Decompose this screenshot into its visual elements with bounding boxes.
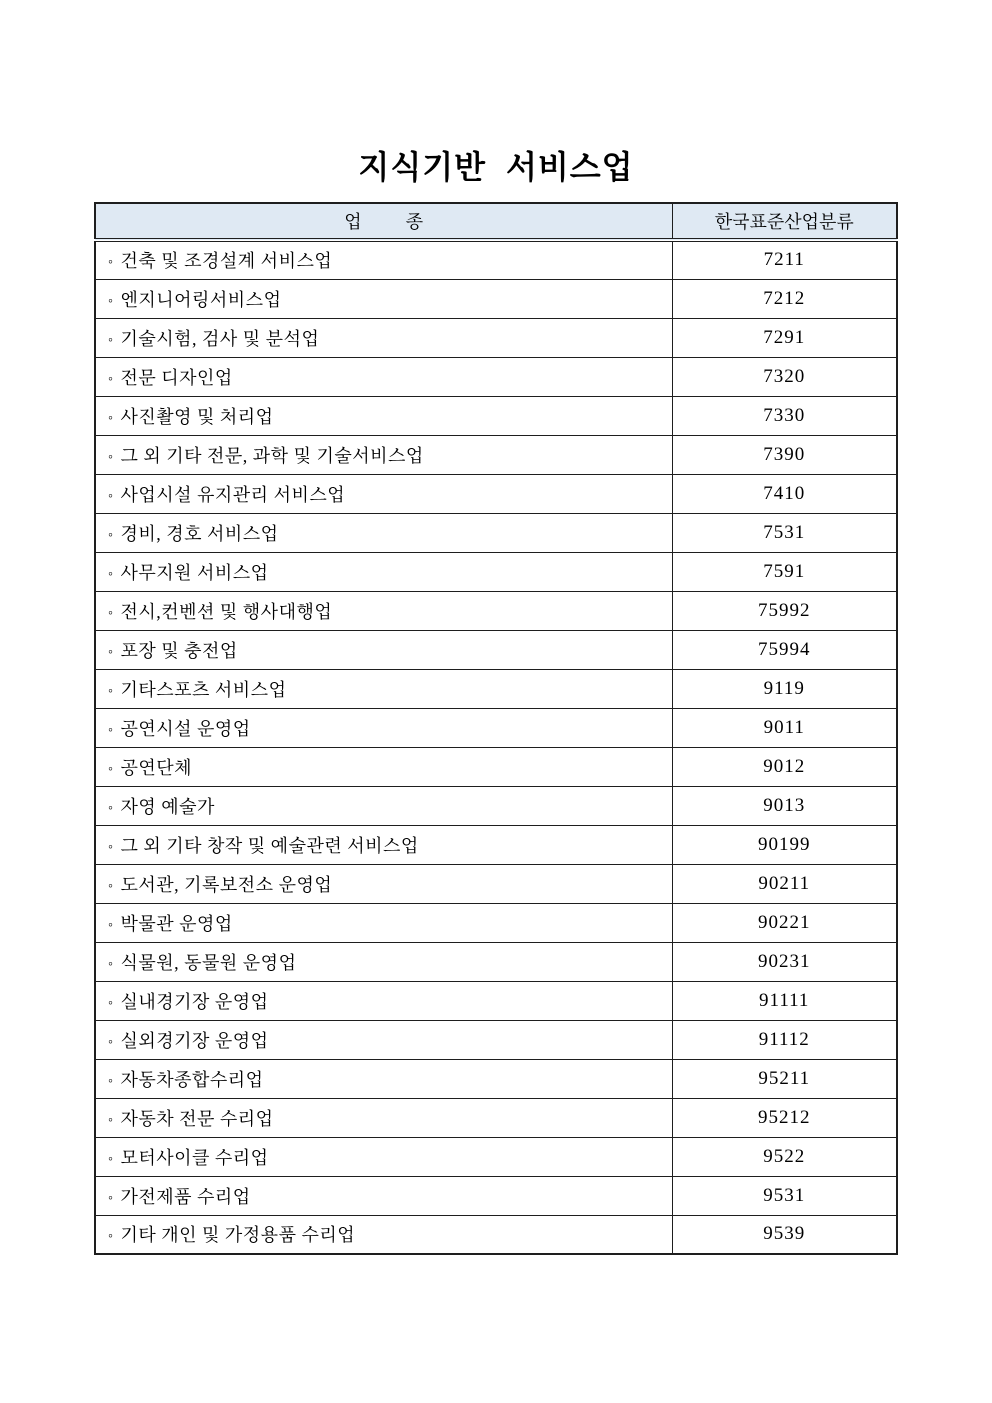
industry-cell xyxy=(95,903,672,942)
bullet-icon: ◦ xyxy=(108,371,114,387)
ksic-code: 9011 xyxy=(672,708,897,747)
ksic-code: 75992 xyxy=(672,591,897,630)
ksic-code: 9539 xyxy=(672,1215,897,1254)
industry-name: 기타스포츠 서비스업 xyxy=(120,679,287,700)
industry-name: 사무지원 서비스업 xyxy=(120,562,269,583)
ksic-code: 7591 xyxy=(672,552,897,591)
industry-name: 박물관 운영업 xyxy=(120,913,233,934)
bullet-icon: ◦ xyxy=(108,410,114,426)
industry-cell xyxy=(95,435,672,474)
bullet-icon: ◦ xyxy=(108,449,114,465)
table-row xyxy=(95,786,897,825)
industry-cell xyxy=(95,942,672,981)
table-row xyxy=(95,630,897,669)
ksic-code: 7390 xyxy=(672,435,897,474)
bullet-icon: ◦ xyxy=(108,293,114,309)
industry-name: 도서관, 기록보전소 운영업 xyxy=(120,874,333,895)
industry-name: 모터사이클 수리업 xyxy=(120,1147,269,1168)
industry-cell xyxy=(95,513,672,552)
industry-column-header: 업 종 xyxy=(95,203,672,240)
industry-name: 엔지니어링서비스업 xyxy=(120,289,282,310)
industry-cell xyxy=(95,552,672,591)
ksic-code: 90211 xyxy=(672,864,897,903)
table-row xyxy=(95,591,897,630)
bullet-icon: ◦ xyxy=(108,1151,114,1167)
bullet-icon: ◦ xyxy=(108,255,114,271)
industry-cell xyxy=(95,591,672,630)
industry-cell xyxy=(95,1176,672,1215)
table-body xyxy=(95,240,897,1254)
table-row xyxy=(95,552,897,591)
industry-name: 실외경기장 운영업 xyxy=(120,1030,269,1051)
ksic-code: 9013 xyxy=(672,786,897,825)
ksic-code: 7531 xyxy=(672,513,897,552)
table-row xyxy=(95,240,897,279)
table-header xyxy=(95,203,897,240)
bullet-icon: ◦ xyxy=(108,995,114,1011)
table-row xyxy=(95,1059,897,1098)
industry-name: 자동차 전문 수리업 xyxy=(120,1108,274,1129)
bullet-icon: ◦ xyxy=(108,1073,114,1089)
bullet-icon: ◦ xyxy=(108,566,114,582)
page-title: 지식기반 서비스업 xyxy=(358,149,634,185)
industry-cell xyxy=(95,747,672,786)
industry-name: 식물원, 동물원 운영업 xyxy=(120,952,297,973)
industry-name: 경비, 경호 서비스업 xyxy=(120,523,279,544)
industry-cell xyxy=(95,708,672,747)
industry-name: 포장 및 충전업 xyxy=(120,640,238,661)
ksic-column-header: 한국표준산업분류 xyxy=(672,203,897,240)
bullet-icon: ◦ xyxy=(108,722,114,738)
industry-name: 공연단체 xyxy=(120,757,193,778)
bullet-icon: ◦ xyxy=(108,683,114,699)
industry-cell xyxy=(95,1020,672,1059)
ksic-code: 90199 xyxy=(672,825,897,864)
ksic-code: 9522 xyxy=(672,1137,897,1176)
industry-cell xyxy=(95,279,672,318)
industry-cell xyxy=(95,981,672,1020)
industry-table xyxy=(94,202,898,1255)
bullet-icon: ◦ xyxy=(108,332,114,348)
industry-cell xyxy=(95,786,672,825)
table-row xyxy=(95,708,897,747)
bullet-icon: ◦ xyxy=(108,956,114,972)
bullet-icon: ◦ xyxy=(108,644,114,660)
table-row xyxy=(95,279,897,318)
industry-cell xyxy=(95,318,672,357)
table-row xyxy=(95,357,897,396)
table-row xyxy=(95,903,897,942)
table-row xyxy=(95,864,897,903)
industry-name: 공연시설 운영업 xyxy=(120,718,251,739)
table-row xyxy=(95,474,897,513)
industry-name: 자영 예술가 xyxy=(120,796,215,817)
industry-name: 기타 개인 및 가정용품 수리업 xyxy=(120,1225,356,1246)
industry-name: 그 외 기타 전문, 과학 및 기술서비스업 xyxy=(120,445,424,466)
bullet-icon: ◦ xyxy=(108,527,114,543)
industry-name: 자동차종합수리업 xyxy=(120,1069,264,1090)
bullet-icon: ◦ xyxy=(108,917,114,933)
ksic-code: 7320 xyxy=(672,357,897,396)
bullet-icon: ◦ xyxy=(108,605,114,621)
industry-name: 사업시설 유지관리 서비스업 xyxy=(120,484,346,505)
industry-cell xyxy=(95,630,672,669)
ksic-code: 9119 xyxy=(672,669,897,708)
bullet-icon: ◦ xyxy=(108,1112,114,1128)
table-row xyxy=(95,747,897,786)
industry-name: 실내경기장 운영업 xyxy=(120,991,269,1012)
industry-cell xyxy=(95,1215,672,1254)
ksic-code: 91111 xyxy=(672,981,897,1020)
table-row xyxy=(95,669,897,708)
ksic-code: 90231 xyxy=(672,942,897,981)
industry-cell xyxy=(95,474,672,513)
table-row xyxy=(95,1098,897,1137)
industry-name: 가전제품 수리업 xyxy=(120,1186,251,1207)
table-row xyxy=(95,1176,897,1215)
table-row xyxy=(95,942,897,981)
bullet-icon: ◦ xyxy=(108,800,114,816)
table-row xyxy=(95,396,897,435)
ksic-code: 91112 xyxy=(672,1020,897,1059)
bullet-icon: ◦ xyxy=(108,1190,114,1206)
industry-name: 전시,컨벤션 및 행사대행업 xyxy=(120,601,333,622)
table-row xyxy=(95,1020,897,1059)
industry-cell xyxy=(95,240,672,279)
ksic-code: 9012 xyxy=(672,747,897,786)
industry-name: 기술시험, 검사 및 분석업 xyxy=(120,328,320,349)
ksic-code: 7330 xyxy=(672,396,897,435)
table-row xyxy=(95,435,897,474)
table-row xyxy=(95,981,897,1020)
ksic-code: 95211 xyxy=(672,1059,897,1098)
ksic-code: 9531 xyxy=(672,1176,897,1215)
industry-cell xyxy=(95,396,672,435)
header-row xyxy=(95,203,897,240)
bullet-icon: ◦ xyxy=(108,1229,114,1245)
industry-name: 건축 및 조경설계 서비스업 xyxy=(120,251,333,272)
bullet-icon: ◦ xyxy=(108,878,114,894)
ksic-code: 95212 xyxy=(672,1098,897,1137)
industry-name: 전문 디자인업 xyxy=(120,367,233,388)
bullet-icon: ◦ xyxy=(108,839,114,855)
industry-cell xyxy=(95,864,672,903)
ksic-code: 7211 xyxy=(672,240,897,279)
industry-cell xyxy=(95,1098,672,1137)
table-row xyxy=(95,1137,897,1176)
table-row xyxy=(95,318,897,357)
ksic-code: 90221 xyxy=(672,903,897,942)
industry-name: 그 외 기타 창작 및 예술관련 서비스업 xyxy=(120,835,419,856)
bullet-icon: ◦ xyxy=(108,1034,114,1050)
industry-name: 사진촬영 및 처리업 xyxy=(120,406,274,427)
ksic-code: 7291 xyxy=(672,318,897,357)
table-row xyxy=(95,825,897,864)
industry-cell xyxy=(95,1059,672,1098)
industry-cell xyxy=(95,825,672,864)
ksic-code: 75994 xyxy=(672,630,897,669)
industry-cell xyxy=(95,357,672,396)
ksic-code: 7410 xyxy=(672,474,897,513)
ksic-code: 7212 xyxy=(672,279,897,318)
bullet-icon: ◦ xyxy=(108,488,114,504)
table-row xyxy=(95,513,897,552)
industry-cell xyxy=(95,1137,672,1176)
industry-cell xyxy=(95,669,672,708)
table-row xyxy=(95,1215,897,1254)
bullet-icon: ◦ xyxy=(108,761,114,777)
